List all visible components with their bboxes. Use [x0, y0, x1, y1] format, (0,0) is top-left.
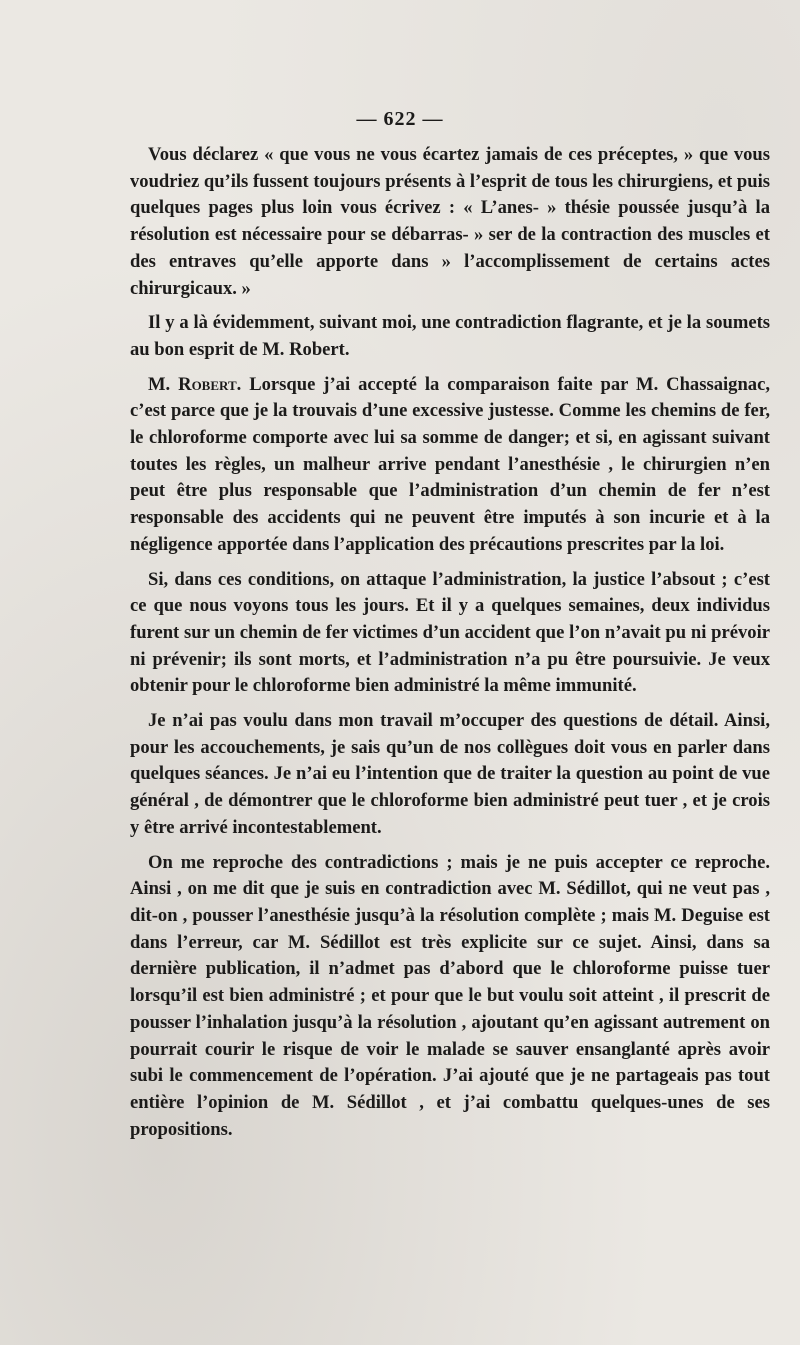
paragraph: Il y a là évidemment, suivant moi, une contradiction flagrante, et je la soumets au bon esprit de M. Robert. [130, 312, 770, 360]
paragraph: Je n’ai pas voulu dans mon travail m’occuper des questions de détail. Ainsi, pour les accouchements, je sais qu’un de nos collègues doit vous en parler dans quelques séances. Je n’ai eu l’intention que de traiter la question au point de vue général , de démontrer que le chloroforme bien administré peut tuer , et je crois y être arrivé incontestablement. [130, 710, 770, 838]
paragraph-text: Lorsque j’ai accepté la comparaison faite par M. Chassaignac, c’est parce que je la trouvais d’une excessive justesse. Comme les chemins de fer, le chloroforme comporte avec lui sa somme de danger; et si, en agissant suivant toutes les règles, un malheur arrive pendant l’anesthésie , le chirurgien n’en peut être plus responsable que l’administration d’un chemin de fer n’est responsable des accidents qui ne peuvent être imputés à son incurie et à la négligence apportée dans l’application des précautions prescrites par la loi. [130, 373, 771, 555]
paragraph: Vous déclarez « que vous ne vous écartez jamais de ces préceptes, » que vous voudriez qu’ils fussent toujours présents à l’esprit de tous les chirurgiens, et puis quelques pages plus loin vous écrivez : « L’anes- » thésie poussée jusqu’à la résolution est nécessaire pour se débarras- » ser de la contraction des muscles et des entraves qu’elle apporte dans » l’accomplissement de certains actes chirurgicaux. » [130, 144, 770, 299]
speaker-name: M. Robert. [148, 373, 242, 395]
paragraph [130, 372, 770, 559]
paragraph: Si, dans ces conditions, on attaque l’administration, la justice l’absout ; c’est ce que nous voyons tous les jours. Et il y a quelques semaines, deux individus furent sur un chemin de fer victimes d’un accident que l’on n’avait pu ni prévoir ni prévenir; ils sont morts, et l’administration n’a pu être poursuivie. Je veux obtenir pour le chloroforme bien administré la même immunité. [130, 568, 770, 697]
page-number: — 622 — [356, 108, 444, 130]
paragraph: On me reproche des contradictions ; mais je ne puis accepter ce reproche. Ainsi , on me dit que je suis en contradiction avec M. Sédillot, qui ne veut pas , dit-on , pousser l’anesthésie jusqu’à la résolution complète ; mais M. Deguise est dans l’erreur, car M. Sédillot est très explicite sur ce sujet. Ainsi, dans sa dernière publication, il n’admet pas d’abord que le chloroforme puisse tuer lorsqu’il est bien administré ; et pour que le but voulu soit atteint , il prescrit de pousser l’inhalation jusqu’à la résolution , ajoutant qu’en agissant autrement on pourrait courir le risque de voir le malade se sauver ensanglanté après avoir subi le commencement de l’opération. J’ai ajouté que je ne partageais pas tout entière l’opinion de M. Sédillot , et j’ai combattu quelques-unes de ses propositions. [130, 851, 770, 1140]
body-text [130, 142, 770, 1151]
